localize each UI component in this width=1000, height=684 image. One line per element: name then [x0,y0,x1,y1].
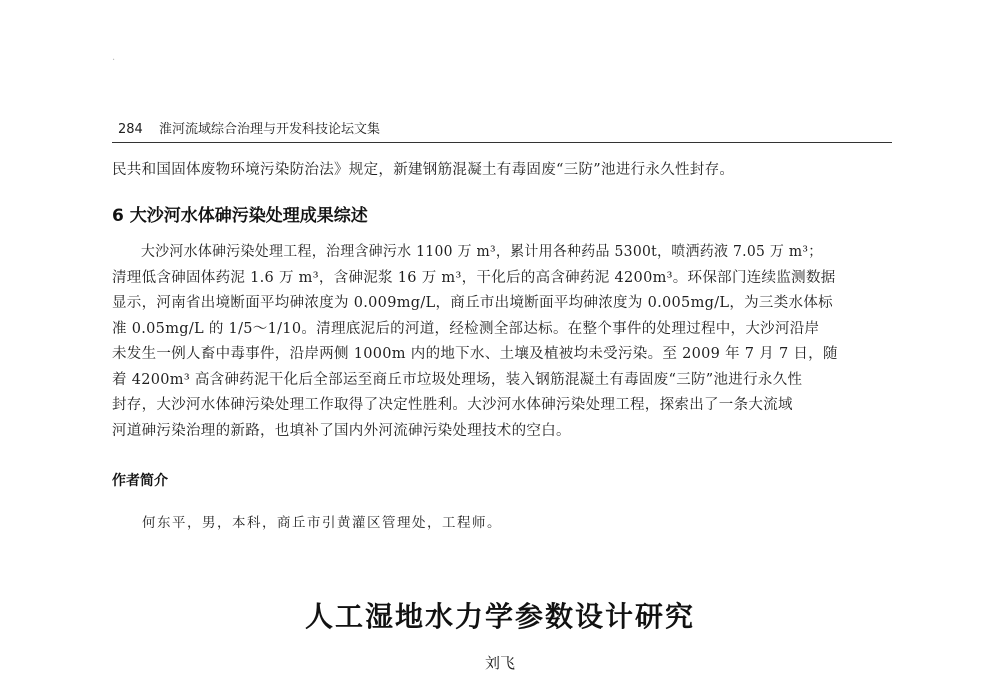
paragraph-line: 封存，大沙河水体砷污染处理工作取得了决定性胜利。大沙河水体砷污染处理工程，探索出了一条大流域 [112,397,793,413]
header-rule [112,142,892,143]
section-paragraph [112,240,904,444]
section-heading: 6 大沙河水体砷污染处理成果综述 [112,206,368,226]
paragraph-line: 民共和国固体废物环境污染防治法》规定，新建钢筋混凝土有毒固废“三防”池进行永久性封存。 [112,162,735,178]
author-heading: 作者简介 [112,473,168,489]
author-bio: 何东平，男，本科，商丘市引黄灌区管理处，工程师。 [142,515,502,531]
paragraph-line: 显示，河南省出境断面平均砷浓度为 0.009mg/L，商丘市出境断面平均砷浓度为 0.005mg/L，为三类水体标 [112,295,833,311]
next-article-title: 人工湿地水力学参数设计研究 [304,600,695,633]
next-article-author: 刘飞 [484,654,515,672]
paragraph-line: 清理低含砷固体药泥 1.6 万 m³，含砷泥浆 16 万 m³，干化后的高含砷药泥 4200m³。环保部门连续监测数据 [112,269,836,286]
page-number: 284 [118,122,143,137]
paragraph-line: 未发生一例人畜中毒事件，沿岸两侧 1000m 内的地下水、土壤及植被均未受污染。至 2009 年 7 月 7 日，随 [112,346,838,362]
continuation-paragraph [112,158,904,184]
scan-speck: · [112,55,116,66]
paragraph-line: 着 4200m³ 高含砷药泥干化后全部运至商丘市垃圾处理场，装入钢筋混凝土有毒固废“三防”池进行永久性 [112,371,803,388]
book-title: 淮河流域综合治理与开发科技论坛文集 [158,122,380,137]
running-header [118,118,380,137]
paragraph-line: 大沙河水体砷污染处理工程，治理含砷污水 1100 万 m³，累计用各种药品 5300t，喷洒药液 7.05 万 m³； [140,244,823,260]
paragraph-line: 准 0.05mg/L 的 1/5～1/10。清理底泥后的河道，经检测全部达标。在整个事件的处理过程中，大沙河沿岸 [112,320,820,337]
paragraph-line: 河道砷污染治理的新路，也填补了国内外河流砷污染处理技术的空白。 [112,422,571,439]
